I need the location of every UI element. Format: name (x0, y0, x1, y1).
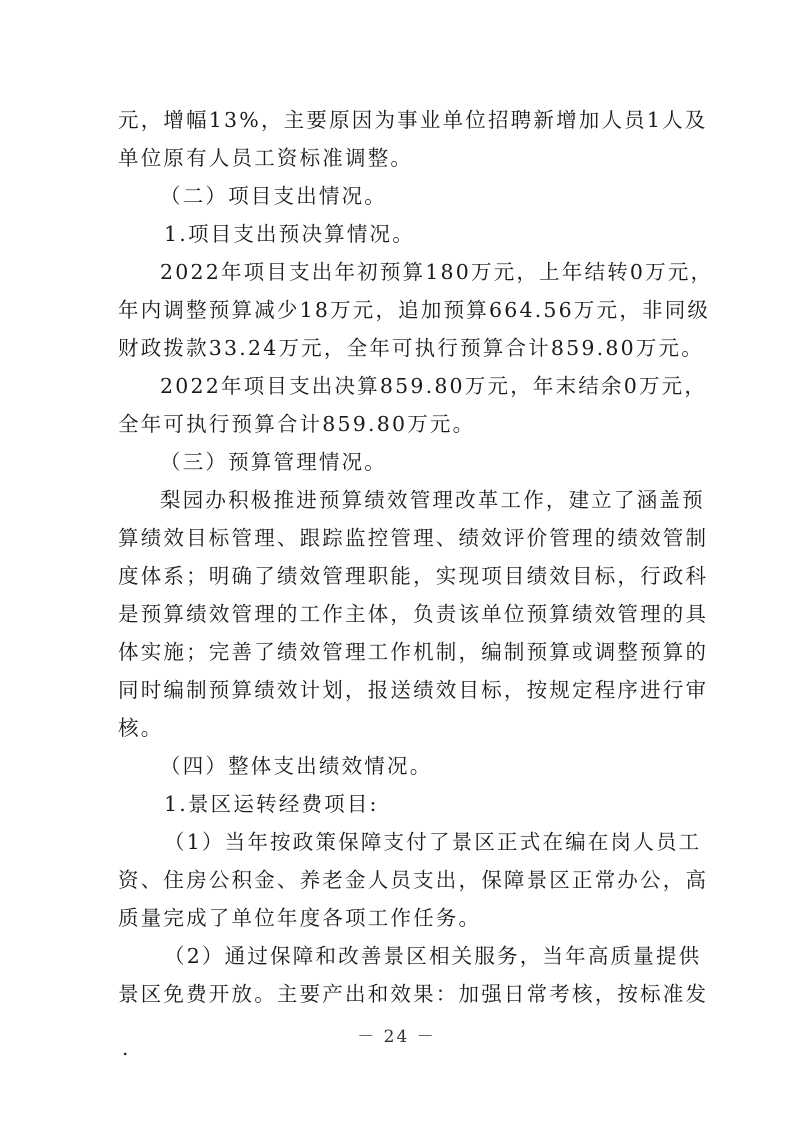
text-line: 年内调整预算减少18万元，追加预算664.56万元，非同级 (118, 298, 711, 322)
text-line: 2022年项目支出年初预算180万元，上年结转0万元， (160, 260, 714, 284)
section-heading: （二）项目支出情况。 (160, 184, 387, 208)
text-line: （2）通过保障和改善景区相关服务，当年高质量提供 (164, 944, 702, 968)
text-line: 财政拨款33.24万元，全年可执行预算合计859.80万元。 (118, 336, 704, 360)
text-line: 核。 (118, 716, 164, 740)
text-line: 质量完成了单位年度各项工作任务。 (118, 906, 482, 930)
text-line: 是预算绩效管理的工作主体，负责该单位预算绩效管理的具 (118, 602, 709, 626)
text-line: 资、住房公积金、养老金人员支出，保障景区正常办公，高 (118, 868, 709, 892)
text-line: 梨园办积极推进预算绩效管理改革工作，建立了涵盖预 (160, 488, 705, 512)
text-line: 元，增幅13%，主要原因为事业单位招聘新增加人员1人及 (118, 108, 708, 132)
section-heading: （四）整体支出绩效情况。 (160, 754, 433, 778)
text-line: 全年可执行预算合计859.80万元。 (118, 412, 476, 436)
text-line: 单位原有人员工资标准调整。 (118, 146, 414, 170)
margin-mark: . (122, 1036, 129, 1060)
text-line: 体实施；完善了绩效管理工作机制，编制预算或调整预算的 (118, 640, 709, 664)
subsection-heading: 1.项目支出预决算情况。 (164, 222, 415, 246)
text-line: 度体系；明确了绩效管理职能，实现项目绩效目标，行政科 (118, 564, 709, 588)
text-line: 2022年项目支出决算859.80万元，年末结余0万元， (160, 374, 708, 398)
text-line: 同时编制预算绩效计划，报送绩效目标，按规定程序进行审 (118, 678, 709, 702)
text-line: （1）当年按政策保障支付了景区正式在编在岗人员工 (164, 830, 702, 854)
section-heading: （三）预算管理情况。 (160, 450, 387, 474)
subsection-heading: 1.景区运转经费项目: (164, 792, 379, 816)
page-number: － 24 － (357, 1027, 436, 1047)
text-line: 景区免费开放。主要产出和效果：加强日常考核，按标准发 (118, 982, 709, 1006)
text-line: 算绩效目标管理、跟踪监控管理、绩效评价管理的绩效管制 (118, 526, 709, 550)
